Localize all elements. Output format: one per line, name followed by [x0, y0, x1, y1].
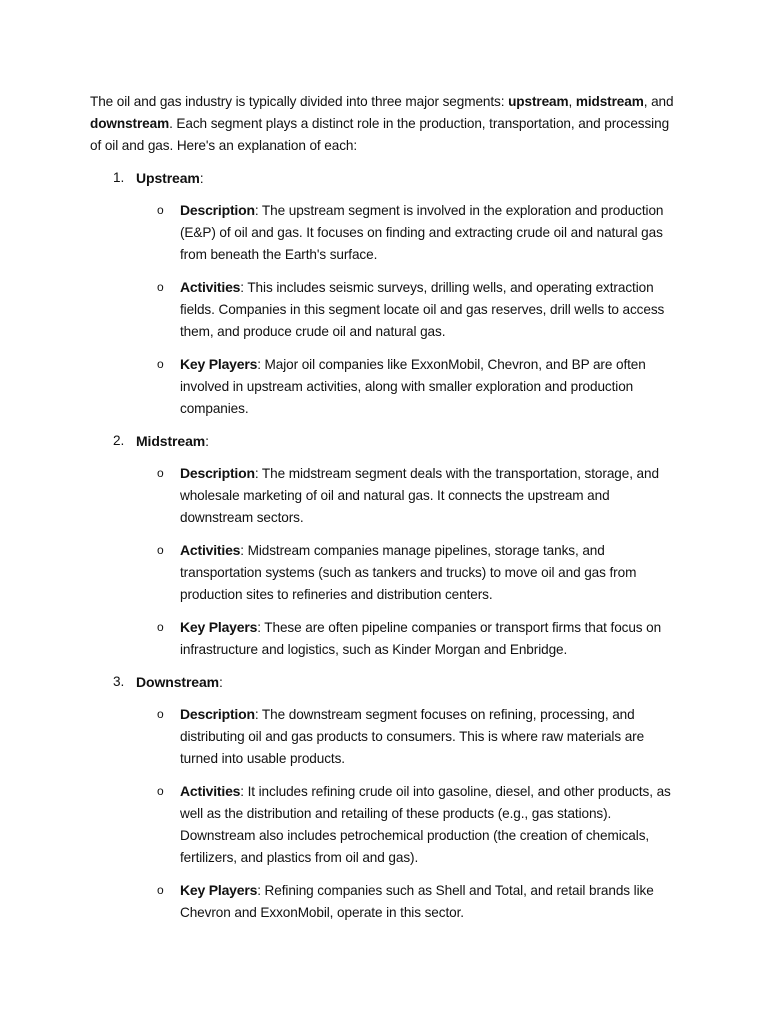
item-text: : The midstream segment deals with the transportation, storage, and wholesale marketing of oil and natural gas. It connects the upstream and downstream sectors.: [180, 466, 659, 525]
circle-bullet-icon: o: [157, 543, 164, 557]
section-title-text: Midstream: [136, 433, 206, 449]
upstream-term: upstream: [508, 94, 569, 109]
item-label: Activities: [180, 279, 241, 295]
item-label: Description: [180, 465, 255, 481]
section-heading: [90, 671, 680, 693]
section-midstream: [90, 430, 680, 661]
list-item: [90, 539, 680, 606]
circle-bullet-icon: o: [157, 883, 164, 897]
midstream-term: midstream: [575, 94, 644, 109]
item-text: : Midstream companies manage pipelines, storage tanks, and transportation systems (such as tankers and trucks) to move oil and gas from production sites to refineries and distribution centers.: [180, 543, 637, 602]
section-downstream: [90, 671, 680, 924]
section-number: 3.: [113, 674, 125, 689]
list-item: [90, 780, 680, 869]
circle-bullet-icon: o: [157, 203, 164, 217]
item-text: : This includes seismic surveys, drilling wells, and operating extraction fields. Companies in this segment locate oil and gas reserves, drill wells to access them, and produce crude oil and natural gas.: [180, 280, 665, 339]
section-heading: [90, 430, 680, 452]
item-label: Key Players: [180, 882, 258, 898]
item-label: Key Players: [180, 619, 258, 635]
section-title: [136, 170, 204, 186]
item-label: Activities: [180, 783, 241, 799]
circle-bullet-icon: o: [157, 357, 164, 371]
document-body: [90, 91, 680, 934]
section-title-text: Upstream: [136, 170, 200, 186]
intro-paragraph: [90, 91, 680, 157]
downstream-term: downstream: [90, 116, 170, 131]
list-item: [90, 353, 680, 420]
section-number: 1.: [113, 170, 125, 185]
section-title: [136, 674, 223, 690]
circle-bullet-icon: o: [157, 466, 164, 480]
list-item: [90, 703, 680, 770]
list-item: [90, 616, 680, 661]
item-label: Activities: [180, 542, 241, 558]
section-title-colon: :: [219, 674, 223, 690]
item-text: : It includes refining crude oil into gasoline, diesel, and other products, as well as the distribution and retailing of these products (e.g., gas stations). Downstream also includes petrochemical production (the creation of chemicals, fertilizers, and plastics from oil and gas).: [180, 784, 671, 865]
item-label: Key Players: [180, 356, 258, 372]
intro-separator: ,: [568, 94, 576, 109]
circle-bullet-icon: o: [157, 620, 164, 634]
section-title-text: Downstream: [136, 674, 220, 690]
intro-text-start: The oil and gas industry is typically divided into three major segments:: [90, 94, 509, 109]
item-text: : Major oil companies like ExxonMobil, Chevron, and BP are often involved in upstream activities, along with smaller exploration and production companies.: [180, 357, 646, 416]
section-title-colon: :: [199, 170, 204, 186]
section-heading: [90, 167, 680, 189]
item-label: Description: [180, 202, 255, 218]
section-title-colon: :: [205, 433, 209, 449]
section-title: [136, 433, 209, 449]
intro-text-end: . Each segment plays a distinct role in the production, transportation, and processing of oil and gas. Here's an explanation of each:: [90, 116, 670, 153]
item-text: : The upstream segment is involved in the exploration and production (E&P) of oil and gas. It focuses on finding and extracting crude oil and natural gas from beneath the Earth's surface.: [180, 203, 664, 262]
list-item: [90, 199, 680, 266]
circle-bullet-icon: o: [157, 280, 164, 294]
section-number: 2.: [113, 433, 125, 448]
section-upstream: [90, 167, 680, 420]
item-text: : Refining companies such as Shell and Total, and retail brands like Chevron and ExxonMobil, operate in this sector.: [180, 883, 654, 920]
item-text: : The downstream segment focuses on refining, processing, and distributing oil and gas products to consumers. This is where raw materials are turned into usable products.: [180, 707, 645, 766]
list-item: [90, 276, 680, 343]
list-item: [90, 462, 680, 529]
item-label: Description: [180, 706, 255, 722]
item-text: : These are often pipeline companies or transport firms that focus on infrastructure and logistics, such as Kinder Morgan and Enbridge.: [180, 620, 662, 657]
circle-bullet-icon: o: [157, 784, 164, 798]
list-item: [90, 879, 680, 924]
circle-bullet-icon: o: [157, 707, 164, 721]
intro-separator: , and: [643, 94, 674, 109]
